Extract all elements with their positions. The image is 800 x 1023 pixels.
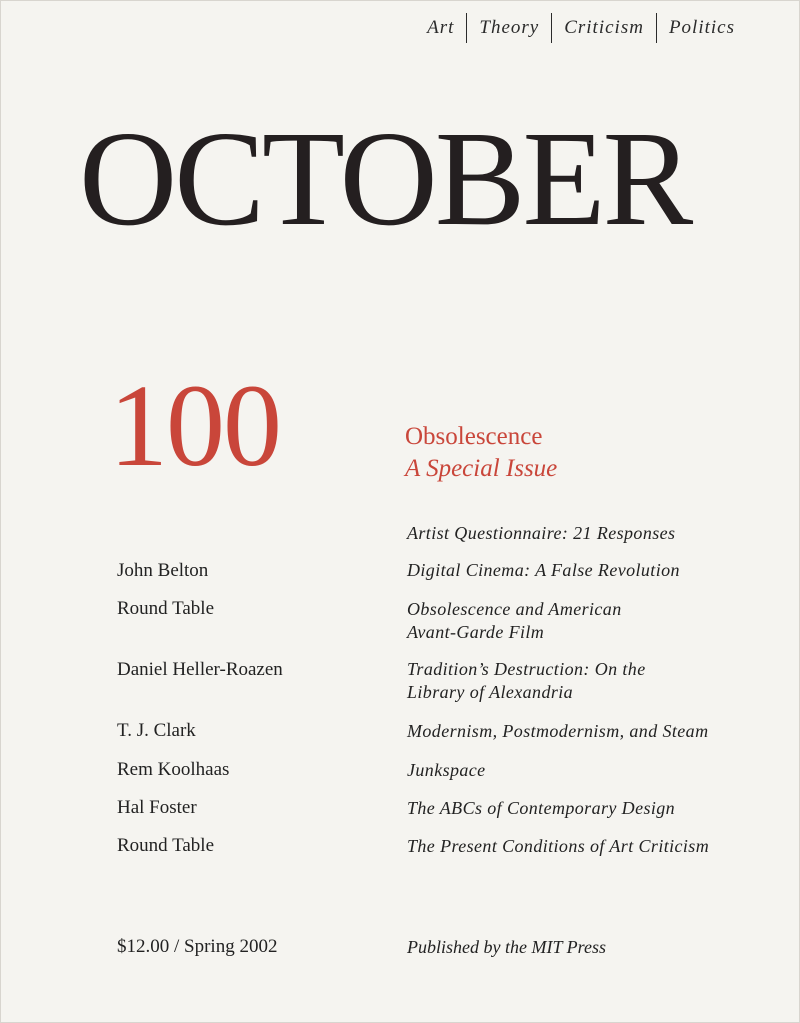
issue-title: Obsolescence — [405, 423, 543, 450]
author-1: John Belton — [117, 560, 209, 581]
issue-subtitle: A Special Issue — [405, 455, 558, 482]
article-title-2-line1: Obsolescence and American — [407, 599, 622, 619]
author-2: Round Table — [117, 598, 215, 619]
article-title-3-line1: Tradition’s Destruction: On the — [407, 659, 646, 679]
issue-number: 100 — [109, 360, 280, 491]
price-and-date: $12.00 / Spring 2002 — [117, 936, 278, 957]
article-title-7: The Present Conditions of Art Criticism — [407, 836, 710, 856]
publisher-line: Published by the MIT Press — [407, 937, 606, 957]
author-3: Daniel Heller-Roazen — [117, 659, 283, 680]
author-5: Rem Koolhaas — [117, 759, 230, 780]
article-title-5: Junkspace — [407, 760, 486, 780]
author-4: T. J. Clark — [117, 720, 196, 741]
masthead-title: OCTOBER — [79, 104, 691, 254]
article-title-0: Artist Questionnaire: 21 Responses — [407, 523, 676, 543]
article-title-3-line2: Library of Alexandria — [407, 682, 574, 702]
subject-theory: Theory — [466, 13, 551, 43]
article-title-4: Modernism, Postmodernism, and Steam — [407, 721, 709, 741]
subject-line — [415, 13, 735, 43]
subject-art: Art — [427, 17, 455, 38]
subject-criticism: Criticism — [551, 13, 656, 43]
article-title-2-line2: Avant-Garde Film — [407, 622, 545, 642]
author-7: Round Table — [117, 835, 215, 856]
article-title-2 — [407, 598, 767, 644]
subject-politics: Politics — [656, 13, 735, 43]
article-title-6: The ABCs of Contemporary Design — [407, 798, 676, 818]
author-6: Hal Foster — [117, 797, 197, 818]
article-title-3 — [407, 658, 767, 704]
article-title-1: Digital Cinema: A False Revolution — [407, 560, 680, 580]
